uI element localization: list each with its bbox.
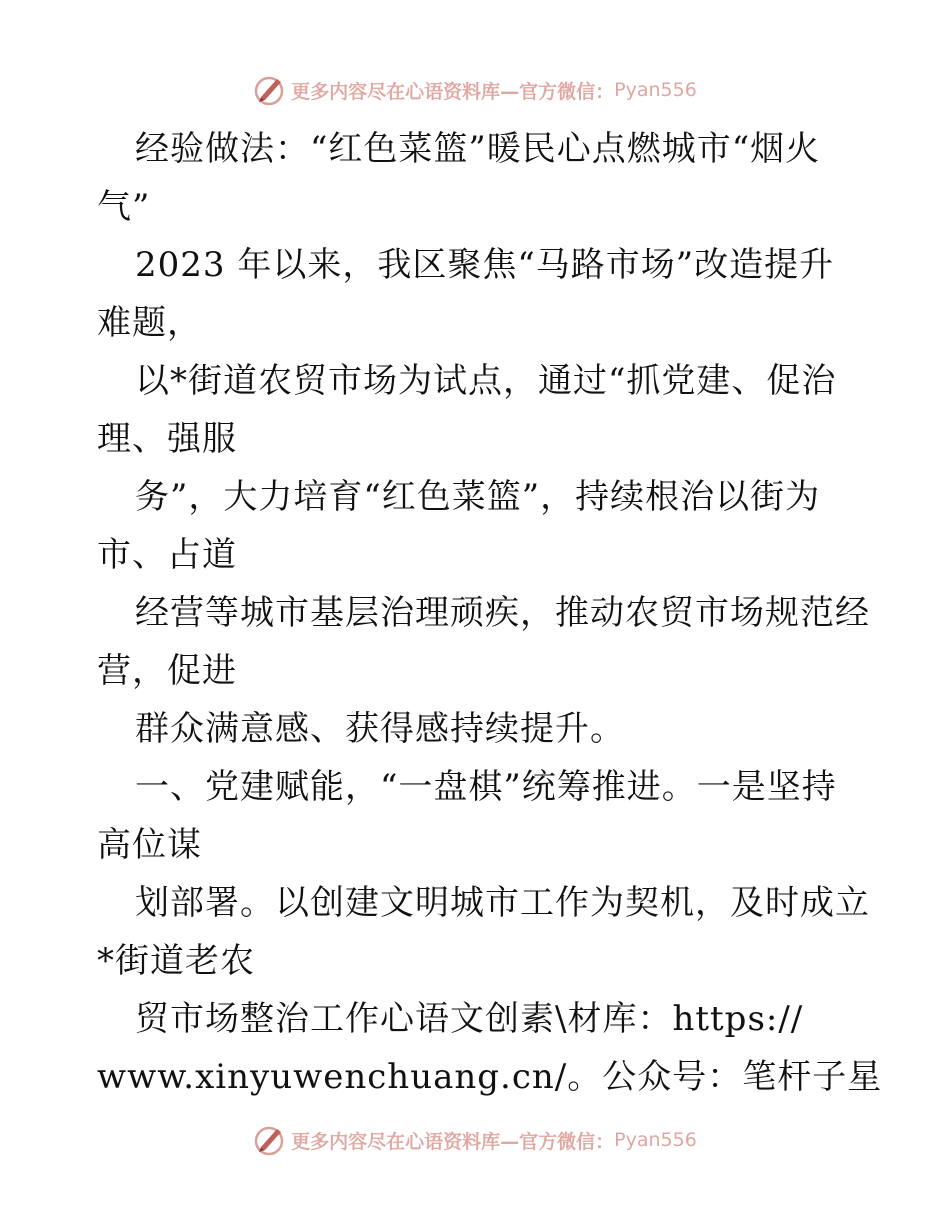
- text-line: 2023 年以来，我区聚焦“马路市场”改造提升: [135, 245, 835, 285]
- text-line: 务”，大力培育“红色菜篮”，持续根治以街为: [135, 477, 821, 517]
- document-body: [97, 120, 883, 1106]
- header-watermark: [0, 70, 950, 110]
- text-line: 高位谋: [97, 825, 202, 865]
- text-line: 经营等城市基层治理顽疾，推动农贸市场规范经: [135, 593, 870, 633]
- text-line: 一、党建赋能，“一盘棋”统筹推进。一是坚持: [135, 767, 837, 807]
- pen-logo-icon: [253, 1123, 287, 1157]
- text-line: www.xinyuwenchuang.cn/。公众号：笔杆子星: [97, 1057, 883, 1097]
- watermark-text: 更多内容尽在心语资料库—官方微信：: [291, 80, 615, 103]
- text-line: 以*街道农贸市场为试点，通过“抓党建、促治: [135, 361, 837, 401]
- text-line: 群众满意感、获得感持续提升。: [135, 709, 625, 749]
- text-line: 划部署。以创建文明城市工作为契机，及时成立: [135, 883, 870, 923]
- pen-logo-icon: [253, 73, 287, 107]
- text-line: 气”: [97, 187, 151, 227]
- watermark-id: Pyan556: [614, 1129, 697, 1151]
- text-line: 理、强服: [97, 419, 237, 459]
- footer-watermark: [0, 1120, 950, 1160]
- text-line: 难题，: [97, 303, 202, 343]
- text-line: 经验做法：“红色菜篮”暖民心点燃城市“烟火: [135, 129, 821, 169]
- text-line: 市、占道: [97, 535, 237, 575]
- watermark-id: Pyan556: [614, 79, 697, 101]
- text-line: 贸市场整治工作心语文创素\材库：https://: [135, 999, 804, 1039]
- text-line: 营，促进: [97, 651, 237, 691]
- text-line: *街道老农: [97, 941, 255, 981]
- watermark-text: 更多内容尽在心语资料库—官方微信：: [291, 1130, 615, 1153]
